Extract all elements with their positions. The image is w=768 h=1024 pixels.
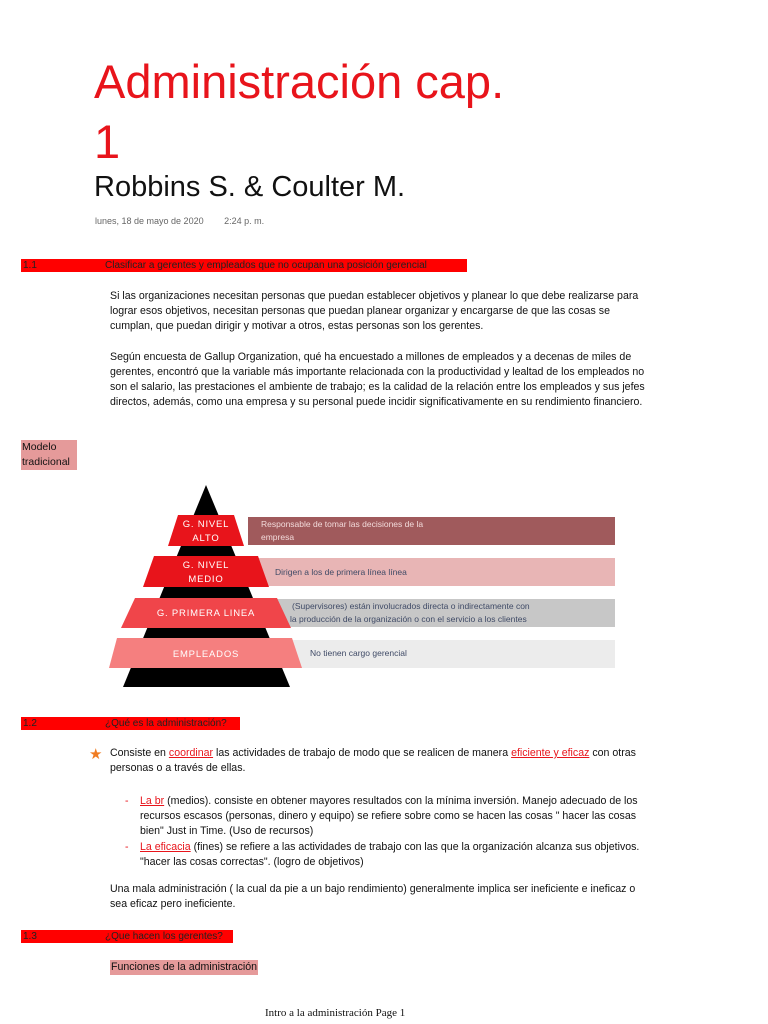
bullet-term: La br: [140, 795, 165, 807]
intro-paragraph-1: Si las organizaciones necesitan personas que puedan establecer objetivos y planear lo que debe realizarse para lograr esos objetivos, necesitan personas que puedan planear organizar y encargarse de que las cosas se cumplan, que puedan dirigir y motivar a otros, estas personas son los gerentes.: [110, 290, 639, 333]
bullet-text: (medios). consiste en obtener mayores resultados con la mínima inversión. Manejo adecuado de los recursos escasos (personas, dinero y equipo) se refiere sobre como se hacen las cosas " hacer las cosas bien" Just in Time. (Uso de recursos): [140, 795, 638, 838]
level-desc-alto-2: empresa: [261, 532, 295, 542]
level-desc-primera-1: (Supervisores) están involucrados directa o indirectamente con: [292, 601, 530, 611]
admin-definition: [110, 746, 645, 776]
section-title: ¿Que hacen los gerentes?: [105, 931, 223, 942]
level-desc-empleados: No tienen cargo gerencial: [310, 648, 407, 658]
def-text-b: las actividades de trabajo de modo que se realicen de manera: [213, 747, 512, 759]
efficiency-list: [125, 794, 645, 870]
section-heading-1-3: [21, 930, 233, 943]
list-item: [125, 794, 645, 840]
level-name-medio-1: G. NIVEL: [182, 560, 230, 571]
level-desc-primera-2: la producción de la organización o con el servicio a los clientes: [290, 614, 527, 624]
intro-text: [110, 289, 645, 410]
level-name-medio-2: MEDIO: [188, 574, 224, 585]
bad-admin-text: Una mala administración ( la cual da pie a un bajo rendimiento) generalmente implica ser ineficiente e ineficaz o sea eficaz pero ineficiente.: [110, 883, 636, 911]
page-title: [94, 52, 654, 172]
level-name-alto-2: ALTO: [192, 533, 220, 544]
page-meta: [95, 216, 282, 226]
model-label: Modelo tradicional: [21, 440, 77, 470]
page-time: 2:24 p. m.: [224, 216, 265, 226]
section-number: 1.3: [23, 931, 37, 942]
level-desc-medio: Dirigen a los de primera línea línea: [275, 567, 407, 577]
bullet-term: La eficacia: [140, 840, 191, 853]
dash-bullet-icon: -: [125, 840, 129, 853]
title-line-2: 1: [94, 115, 121, 168]
section-title: ¿Qué es la administración?: [105, 718, 227, 729]
def-text-a: Consiste en: [110, 747, 169, 759]
page-date: lunes, 18 de mayo de 2020: [95, 216, 204, 226]
list-item: [125, 840, 645, 870]
def-text-c: con otras personas o a través de ellas.: [110, 747, 636, 775]
page-footer: Intro a la administración Page 1: [265, 1007, 406, 1019]
title-line-1: Administración cap.: [94, 55, 505, 108]
star-icon: ★: [89, 746, 103, 763]
section-heading-1-1: [21, 259, 467, 272]
level-bar-empleados: [248, 640, 615, 668]
section-heading-1-2: [21, 717, 240, 730]
level-name-alto-1: G. NIVEL: [182, 519, 230, 530]
bullet-text: (fines) se refiere a las actividades de trabajo con las que la organización alcanza sus objetivos. "hacer las cosas correctas". (logro de objetivos): [140, 840, 640, 868]
section-title: Clasificar a gerentes y empleados que no ocupan una posición gerencial: [105, 260, 427, 271]
section-number: 1.2: [23, 718, 37, 729]
intro-paragraph-2: Según encuesta de Gallup Organization, qué ha encuestado a millones de empleados y a decenas de miles de gerentes, encontró que la variable más importante relacionada con la productividad y lealtad de los empleados no son el salario, las prestaciones el ambiente de trabajo; es la calidad de la relación entre los empleados y sus jefes directos, además, como una empresa y su personal puede incidir significativamente en su rendimiento financiero.: [110, 350, 645, 409]
level-name-empleados: EMPLEADOS: [172, 649, 240, 660]
level-desc-alto-1: Responsable de tomar las decisiones de la: [261, 519, 424, 529]
eficiente-eficaz-term: eficiente y eficaz: [511, 747, 590, 759]
dash-bullet-icon: -: [125, 795, 129, 807]
management-pyramid-diagram: [105, 485, 625, 690]
functions-heading: Funciones de la administración: [111, 961, 258, 973]
coordinar-term: coordinar: [168, 747, 214, 759]
page-subtitle: Robbins S. & Coulter M.: [94, 171, 406, 203]
section-number: 1.1: [23, 260, 37, 271]
level-name-primera: G. PRIMERA LINEA: [156, 608, 256, 619]
